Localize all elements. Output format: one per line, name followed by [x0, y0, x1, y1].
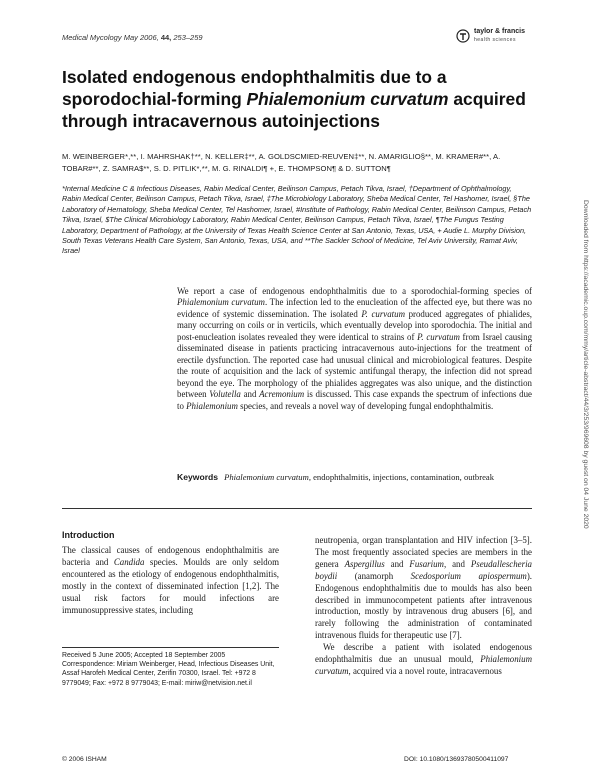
download-notice	[577, 200, 591, 580]
keywords	[177, 472, 532, 484]
affiliations: *Internal Medicine C & Infectious Diseases, Rabin Medical Center, Beilinson Campus, Petach Tikva, Israel, †Department of Ophthalmology, Rabin Medical Center, Beilinson Campus, Petach Tikva, Israel, ‡The Microbiology Laboratory, Sheba Medical Center, Tel Hashomer, Israel, §The Laboratory of Hematology, Sheba Medical Center, Tel Hashomer, Israel, #Institute of Pathology, Rabin Medical Center, Beilinson Campus, Petach Tikva, Israel, $The Clinical Microbiology Laboratory, Rabin Medical Center, Beilinson Campus, Petach Tikva, Israel, ¶The Fungus Testing Laboratory, Department of Pathology, at the University of Texas Health Science Center at San Antonio, Texas, USA, + Audie L. Murphy Division, South Texas Veterans Health Care System, San Antonio, Texas, USA, and **The Sackler School of Medicine, Tel Aviv University, Ramat Aviv, Israel	[62, 184, 532, 256]
running-head	[62, 33, 203, 42]
volume: 44,	[160, 33, 172, 42]
section-heading-introduction: Introduction	[62, 530, 115, 540]
keywords-rest: , endophthalmitis, injections, contamination, outbreak	[308, 472, 495, 482]
article-title	[62, 66, 532, 132]
title-line-3: through intracavernous autoinjections	[62, 111, 380, 131]
title-line-1: Isolated endogenous endophthalmitis due to a	[62, 67, 447, 87]
received-dates: Received 5 June 2005; Accepted 18 September 2005	[62, 652, 226, 659]
issue-date: May 2006,	[123, 33, 159, 42]
title-line-2: sporodochial-forming Phialemonium curvatum acquired	[62, 89, 526, 109]
doi: DOI: 10.1080/13693780500411097	[404, 756, 509, 763]
body-column-left: The classical causes of endogenous endophthalmitis are bacteria and Candida species. Moulds are only seldom encountered as the etiology of endogenous endophthalmitis, mostly in the context of disseminated infection [1,2]. The usual risk factors for mould infections are immunosuppressive states, including	[62, 545, 279, 615]
page-range: 253–259	[173, 33, 203, 42]
author-list: M. WEINBERGER*,**, I. MAHRSHAK†**, N. KELLER‡**, A. GOLDSCMIED-REUVEN‡**, N. AMARIGLIO§**, M. KRAMER#**, A. TOBAR#**, Z. SAMRA$**, S. D. PITLIK*,**, M. G. RINALDI¶ +, E. THOMPSON¶ & D. SUTTON¶	[62, 152, 501, 173]
section-divider	[62, 508, 532, 509]
publisher-subtitle: health sciences	[474, 37, 516, 43]
copyright: © 2006 ISHAM	[62, 756, 107, 763]
correspondence: Correspondence: Miriam Weinberger, Head, Infectious Diseases Unit, Assaf Harofeh Medical Center, Zerifin 70300, Israel. Tel: +972 8 9779049; Fax: +972 8 9779043; E-mail: miriw@netvision.net.il	[62, 661, 275, 687]
footnote-divider	[62, 647, 279, 648]
abstract: We report a case of endogenous endophthalmitis due to a sporodochial-forming species of Phialemonium curvatum. The infection led to the enucleation of the affected eye, but there was no evidence of systemic dissemination. The isolated P. curvatum produced aggregates of phialides, many occurring on coils or in verticils, which eventually develop into sporodochia. The initial and post-enucleation isolates revealed they were identical to strains of P. curvatum from Israel causing disseminated disease in patients practicing intracavernous auto-injections for the treatment of erectile dysfunction. The reported case had unusual clinical and microbiological features. Despite the route of acquisition and the lack of systemic antifungal therapy, the infection did not spread beyond the eye. The morphology of the phialides aggregates was also unique, and the distinction between Volutella and Acremonium is discussed. This case expands the spectrum of infections due to Phialemonium species, and reveals a novel way of developing fungal endophthalmitis.	[177, 286, 533, 411]
footnotes	[62, 651, 282, 688]
body-column-right: neutropenia, organ transplantation and HIV infection [3–5]. The most frequently associated species are members in the genera Aspergillus and Fusarium, and Pseudallescheria boydii (anamorph Scedosporium apiospermum). Endogenous endophthalmitis due to moulds has also been described in immunocompetent patients after intravenous introduction, mostly by intravenous drug abusers [6], and rarely following the administration of contaminated intravenous fluids for therapeutic use [7]. We describe a patient with isolated endogenous endophthalmitis due an unusual mould, Phialemonium curvatum, acquired via a novel route, intracavernous	[315, 535, 532, 676]
publisher-logo	[456, 26, 548, 48]
publisher-name: taylor & francis	[474, 28, 525, 35]
publisher-logo-icon	[456, 29, 470, 43]
journal-name: Medical Mycology	[62, 33, 122, 42]
keyword-italic: Phialemonium curvatum	[224, 472, 309, 482]
keywords-label: Keywords	[177, 472, 219, 482]
download-notice-text: Downloaded from https://academic.oup.com/mmy/article-abstract/44/3/253/969608 by guest on 04 June 2020	[582, 200, 589, 529]
